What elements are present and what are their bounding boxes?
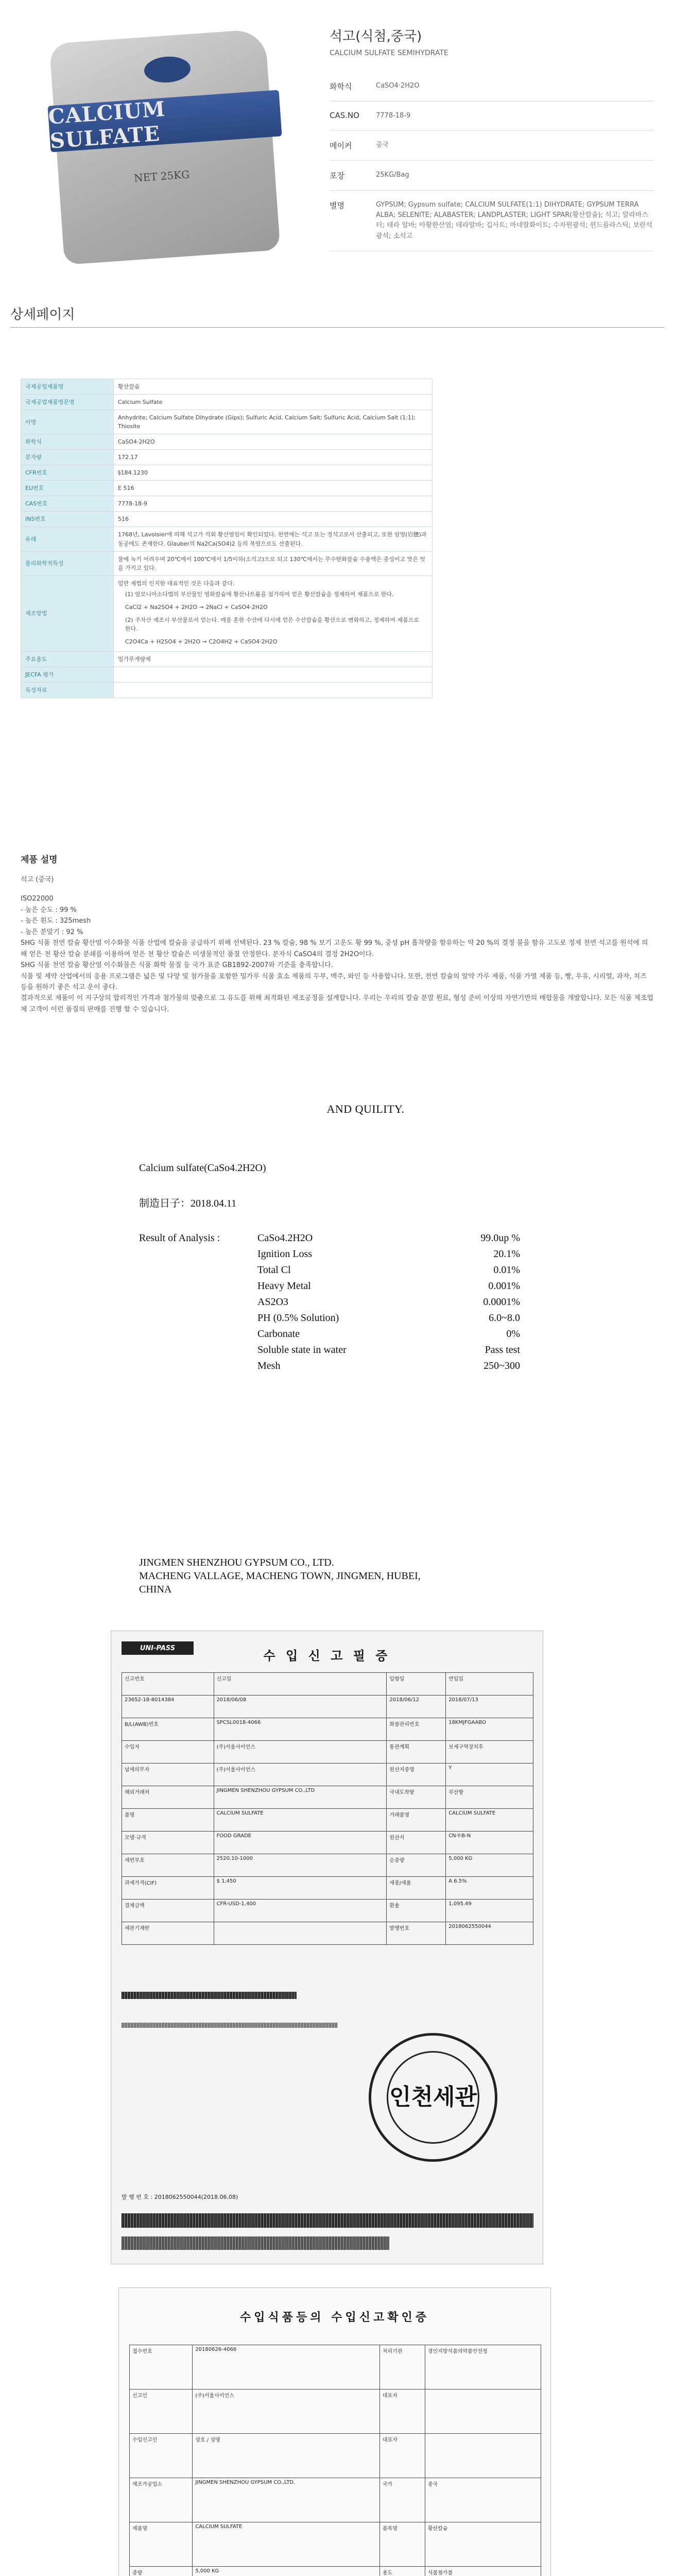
seal-line: 세관 [433, 2083, 477, 2110]
spec-value-text: CaSO4·2H2O [118, 438, 155, 446]
import-food-confirmation-scan [118, 2287, 551, 2576]
scan-cell: (주)서울사이언스 [214, 1764, 387, 1786]
scan-cell: 신고일 [214, 1673, 387, 1696]
spec-key: 제조방법 [21, 575, 114, 651]
scan-cell: 통관계획 [387, 1741, 446, 1764]
scan-cell [425, 2389, 541, 2434]
spec-value-text: 황산칼슘 [118, 383, 140, 390]
analysis-label [139, 1246, 257, 1262]
scan-cell: 입항일 [387, 1673, 446, 1696]
confirmation-table [129, 2345, 541, 2576]
spec-key: JECFA 평가 [21, 667, 114, 682]
scan-cell: 세번부호 [122, 1854, 214, 1877]
scan-cell: 23652-18-8014384 [122, 1696, 214, 1718]
product-title: 석고(식첨,중국) [330, 29, 422, 44]
spec-row [21, 410, 433, 434]
product-photo [21, 15, 309, 273]
scan-cell: 품목명 [379, 2522, 425, 2567]
analysis-name: PH (0.5% Solution) [257, 1312, 339, 1324]
info-value: 중국 [376, 141, 389, 149]
scan-cell: 부산항 [446, 1786, 533, 1809]
spec-key: INS번호 [21, 512, 114, 527]
scan-cell: CALCIUM SULFATE [193, 2522, 380, 2567]
scan-cell: 제조가공업소 [130, 2478, 193, 2522]
scan-row [122, 1673, 533, 1696]
company-name: JINGMEN SHENZHOU GYPSUM CO., LTD. [139, 1557, 334, 1568]
scan-cell: 2018/06/08 [214, 1696, 387, 1718]
scan-cell: 화물관리번호 [387, 1718, 446, 1741]
spec-row [21, 651, 433, 667]
scan-row [122, 1922, 533, 1945]
company-address [139, 1556, 421, 1596]
scan-cell: CN-Y-B-N [446, 1832, 533, 1854]
scan-noise [122, 1992, 297, 1999]
scan-row [130, 2478, 541, 2522]
product-subtitle: CALCIUM SULFATE SEMIHYDRATE [330, 49, 448, 57]
spec-key: 주요용도 [21, 651, 114, 667]
company-street: MACHENG VALLAGE, MACHENG TOWN, JINGMEN, HUBEI, [139, 1570, 421, 1582]
spec-key: 화학식 [21, 434, 114, 450]
spec-value [114, 651, 433, 667]
description-line: SHG 식품 천연 칼슘 황산염 이수화물은 식품 화학 물질 등 국가 표준 GB1892-2007와 기준을 충족합니다. [21, 961, 333, 970]
product-summary [21, 15, 654, 283]
analysis-value: 0% [506, 1328, 520, 1340]
scan-cell: 18KMJFGAABO [446, 1718, 533, 1741]
analysis-row [139, 1246, 551, 1262]
scan-cell: 결제금액 [122, 1900, 214, 1922]
spec-value [114, 551, 433, 575]
scan-row [122, 1900, 533, 1922]
analysis-label [139, 1326, 257, 1342]
scan-cell: 용도 [379, 2567, 425, 2576]
spec-row [21, 527, 433, 551]
scan-row [122, 1764, 533, 1786]
description-line: ISO22000 [21, 895, 54, 903]
analysis-value: 99.0up % [480, 1232, 520, 1244]
spec-key: 독성자료 [21, 683, 114, 698]
scan-row [122, 1854, 533, 1877]
info-label: CAS.NO [330, 111, 360, 120]
quality-certificate [139, 1103, 551, 1374]
spec-row [21, 450, 433, 465]
analysis-row [139, 1310, 551, 1326]
info-label: 화학식 [330, 82, 352, 91]
info-value: 25KG/Bag [376, 171, 409, 179]
spec-value [114, 667, 433, 682]
analysis-row [139, 1358, 551, 1374]
scan-cell: 대표자 [379, 2389, 425, 2434]
scan-cell: (주)서울사이언스 [214, 1741, 387, 1764]
product-description [21, 853, 654, 1015]
description-line: 결과적으로 제품이 이 지구상의 합리적인 가격과 첨가물의 맞춤으로 그 유도를 위해 최적화된 제조공정을 설계합니다. 우리는 우리의 칼슘 분말 원료, 형성 준비 이상의 자연기반의 배합물을 개발합니다. 모든 식품 제조업체 고객이 이런 품질의 판매를 진행 할 수 있습니다. [21, 994, 654, 1013]
spec-value-text: 일반 제법의 인지한 대표적인 것은 다음과 같다. [118, 580, 235, 587]
scan-cell [214, 1922, 387, 1945]
info-value: GYPSUM; Gypsum sulfate; CALCIUM SULFATE(1:1) DIHYDRATE; GYPSUM TERRA ALBA; SELENITE; ALABASTER; LANDPLASTER; LIGHT SPAR(황산칼슘); 석고; 알라바스터; 테라 알바; 아황한산염; 테라알바; 깁사트; 마네랄화이트; 수자원광석; 윈드플라스틱; 보란석광석; 소석고 [376, 201, 652, 240]
scan-cell: 원산지 [387, 1832, 446, 1854]
analysis-name: AS2O3 [257, 1296, 289, 1308]
scan-cell: CALCIUM SULFATE [214, 1809, 387, 1832]
certificate-title: AND QUILITY. [326, 1103, 405, 1115]
spec-value-text: Calcium Sulfate [118, 399, 163, 406]
scan-cell: 모델·규격 [122, 1832, 214, 1854]
analysis-results [139, 1230, 551, 1374]
scan-cell: 신고인 [130, 2389, 193, 2434]
spec-row [21, 575, 433, 651]
info-label: 메이커 [330, 141, 352, 151]
scan-cell: 5,000 KG [446, 1854, 533, 1877]
info-value: 7778-18-9 [376, 112, 411, 120]
description-line: SHG 식품 천연 칼슘 황산염 이수화물 식품 산업에 칼슘을 공급하기 위해 선택된다. 23 % 칼슘, 98 % 보기 고운도 황 99 %, 중성 pH 흡착량을 함유하는 약 20 %의 결정 불을 함유 고도로 정제 천연 석고를 원석에 의해 얻은 천 황산 칼슘 분쇄를 이용하여 얻은 천 황산 칼슘은 미생물적인 품질 안정한다. 분자식 CaSO4의 결정 2H2O이다. [21, 939, 648, 958]
spec-value [114, 434, 433, 450]
spec-value-line: CaCl2 + Na2SO4 + 2H2O → 2NaCl + CaSO4·2H2O [125, 603, 268, 611]
spec-value [114, 410, 433, 434]
analysis-name: Carbonate [257, 1328, 300, 1340]
analysis-value: 0.001% [488, 1280, 520, 1292]
info-row-maker [330, 131, 654, 161]
spec-row [21, 465, 433, 481]
scan-row [130, 2389, 541, 2434]
scan-cell: SPCSL0018-4066 [214, 1718, 387, 1741]
analysis-value: 6.0~8.0 [489, 1312, 520, 1324]
spec-value-text: 밀가루개량제 [118, 655, 151, 663]
scan-cell: 제품명 [130, 2522, 193, 2567]
scan-cell: 5,000 KG [193, 2567, 380, 2576]
analysis-row [139, 1294, 551, 1310]
scan-row [122, 1786, 533, 1809]
spec-value-line: (1) 암모니아소다법의 부산물인 염화칼슘에 황산나트륨을 첨가하여 얻은 황산칼슘을 정제하여 제품으로 한다. [125, 590, 394, 598]
spec-row [21, 395, 433, 410]
spec-value-text: 172.17 [118, 454, 138, 461]
description-line: - 높은 순도 : 99 % [21, 906, 77, 914]
company-country: CHINA [139, 1584, 172, 1595]
spec-value [114, 465, 433, 481]
spec-value [114, 683, 433, 698]
scan-cell: 2018/06/12 [387, 1696, 446, 1718]
scan-cell: 식품첨가물 [425, 2567, 541, 2576]
description-line: - 높은 흰도 : 325mesh [21, 917, 91, 925]
scan-row [130, 2522, 541, 2567]
scan-cell: 발행번호 [387, 1922, 446, 1945]
scan-cell: 해외거래처 [122, 1786, 214, 1809]
analysis-row [139, 1342, 551, 1358]
spec-key: CFR번호 [21, 465, 114, 481]
info-row-cas [330, 101, 654, 131]
scan-cell: 접수번호 [130, 2345, 193, 2389]
spec-key: 유래 [21, 527, 114, 551]
scan-cell: 중국 [425, 2478, 541, 2522]
spec-row [21, 667, 433, 682]
scan-cell: A 6.5% [446, 1877, 533, 1900]
customs-seal [369, 2033, 497, 2162]
analysis-label [139, 1342, 257, 1358]
scan-noise [122, 2236, 389, 2250]
issue-number: 발 행 번 호 : 2018062550044(2018.06.08) [122, 2194, 238, 2200]
analysis-label [139, 1294, 257, 1310]
analysis-label [139, 1278, 257, 1294]
scan-cell: 순중량 [387, 1854, 446, 1877]
declaration-table [122, 1672, 533, 1945]
scan-cell: $ 1,450 [214, 1877, 387, 1900]
customs-seal-text [387, 2051, 479, 2144]
spec-value-line: (2) 주자산 제조시 부산물로서 얻는다. 매를 혼한 수산에 다시에 얻은 수산칼슘을 황산으로 변화하고, 정제하여 제품으로 한다. [125, 616, 419, 632]
description-body [21, 874, 654, 1015]
scan-cell: 2520.10-1000 [214, 1854, 387, 1877]
scan-cell: 세종/세율 [387, 1877, 446, 1900]
scan-cell: CFR-USD-1,400 [214, 1900, 387, 1922]
analysis-value: Pass test [485, 1344, 520, 1355]
analysis-name: Total Cl [257, 1264, 291, 1276]
spec-value [114, 395, 433, 410]
spec-value-text: 1768년, Lavoisier에 의해 석고가 석회 황산염임이 확인되었다. 천연에는 석고 또는 경석고로서 산출되고, 또한 암염(岩鹽)과 동공에도 존재한다. Glauber의 Na2Ca(SO4)2 등의 복염으로도 산출된다. [118, 531, 427, 547]
spec-row [21, 434, 433, 450]
scan-noise [122, 2023, 338, 2028]
description-gap [21, 885, 654, 893]
analysis-label [139, 1358, 257, 1374]
spec-value [114, 527, 433, 551]
confirmation-title: 수입식품등의 수입신고확인증 [240, 2311, 429, 2324]
scan-cell: 2018062550044 [446, 1922, 533, 1945]
scan-cell: 수입자 [122, 1741, 214, 1764]
spec-key: 분자량 [21, 450, 114, 465]
bag-net-weight: NET 25KG [133, 168, 190, 184]
info-row-aliases [330, 191, 654, 251]
analysis-row [139, 1262, 551, 1278]
analysis-name: Heavy Metal [257, 1280, 311, 1292]
unipass-logo: UNI-PASS [122, 1641, 194, 1655]
scan-cell: 세관기재란 [122, 1922, 214, 1945]
seal-line: 인천 [389, 2083, 433, 2110]
scan-row [130, 2567, 541, 2576]
scan-cell: 납세의무자 [122, 1764, 214, 1786]
scan-cell: 수입신고인 [130, 2434, 193, 2478]
divider [10, 327, 664, 328]
analysis-value: 250~300 [483, 1360, 520, 1371]
description-line: 석고 (중국) [21, 876, 54, 884]
scan-cell: 원산지증명 [387, 1764, 446, 1786]
scan-row [122, 1877, 533, 1900]
spec-row [21, 512, 433, 527]
scan-cell: (주)서울사이언스 [193, 2389, 380, 2434]
spec-row [21, 496, 433, 512]
scan-cell: 20180626-4066 [193, 2345, 380, 2389]
analysis-label [139, 1262, 257, 1278]
certificate-date: 制造日子：2018.04.11 [139, 1198, 237, 1209]
analysis-value: 0.0001% [483, 1296, 520, 1308]
spec-key: 국제공업제품영문명 [21, 395, 114, 410]
analysis-row [139, 1278, 551, 1294]
spec-row [21, 683, 433, 698]
description-line: 식품 및 제약 산업에서의 응용 프로그램은 넓은 및 다양 및 첨가물을 포함한 밀가루 식품 효소 제품의 두부, 맥주, 와인 등 사용합니다. 또한, 천연 칼슘의 알약 가루 제품, 식품 가열 제품 등, 빵, 우유, 시리얼, 과자, 치즈 등을 원하기 좋은 석고 운이 좋다. [21, 972, 647, 991]
spec-value-text: 516 [118, 516, 129, 523]
scan-cell: 품명 [122, 1809, 214, 1832]
info-label: 별명 [330, 201, 344, 211]
spec-value [114, 450, 433, 465]
spec-value [114, 496, 433, 512]
scan-cell: CALCIUM SULFATE [446, 1809, 533, 1832]
spec-value [114, 512, 433, 527]
description-line: - 높은 분말기 : 92 % [21, 928, 83, 936]
scan-cell: 반입일 [446, 1673, 533, 1696]
scan-row [122, 1809, 533, 1832]
info-value: CaSO4·2H2O [376, 82, 420, 90]
scan-cell: JINGMEN SHENZHOU GYPSUM CO.,LTD. [193, 2478, 380, 2522]
scan-cell [425, 2434, 541, 2478]
scan-row [130, 2434, 541, 2478]
analysis-row [139, 1230, 551, 1246]
spec-row [21, 379, 433, 395]
spec-value-text: Anhydrite; Calcium Sulfate Dihydrate (Gips); Sulfuric Acid, Calcium Salt; Sulfuric Acid, Calcium Salt (1:1); Thiosite [118, 414, 416, 430]
scan-cell: 1,095.49 [446, 1900, 533, 1922]
import-declaration-scan [111, 1631, 543, 2264]
scan-cell: 경인지방식품의약품안전청 [425, 2345, 541, 2389]
analysis-name: Soluble state in water [257, 1344, 347, 1355]
spec-key: 국제공업제품명 [21, 379, 114, 395]
spec-value-text: 7778-18-9 [118, 500, 147, 507]
spec-key: CAS번호 [21, 496, 114, 512]
scan-row [122, 1696, 533, 1718]
scan-cell: 국가 [379, 2478, 425, 2522]
detail-heading: 상세페이지 [10, 307, 75, 323]
bag-label: CALCIUM SULFATE [47, 90, 282, 152]
spec-key: 이명 [21, 410, 114, 434]
scan-cell: FOOD GRADE [214, 1832, 387, 1854]
declaration-title: 수 입 신 고 필 증 [263, 1649, 391, 1663]
scan-cell: 황산칼슘 [425, 2522, 541, 2567]
scan-cell: 상호 / 성명 [193, 2434, 380, 2478]
scan-cell: 처리기관 [379, 2345, 425, 2389]
spec-value [114, 481, 433, 496]
scan-cell: 환율 [387, 1900, 446, 1922]
scan-cell: Y [446, 1764, 533, 1786]
analysis-label [139, 1310, 257, 1326]
analysis-label: Result of Analysis : [139, 1232, 220, 1244]
scan-cell: 과세가격(CIF) [122, 1877, 214, 1900]
analysis-row [139, 1326, 551, 1342]
analysis-value: 20.1% [493, 1248, 520, 1260]
scan-noise [122, 2213, 533, 2228]
analysis-value: 0.01% [493, 1264, 520, 1276]
scan-row [122, 1718, 533, 1741]
info-row-packaging [330, 161, 654, 191]
scan-cell: 국내도착항 [387, 1786, 446, 1809]
scan-cell: JINGMEN SHENZHOU GYPSUM CO.,LTD [214, 1786, 387, 1809]
spec-key: EU번호 [21, 481, 114, 496]
scan-row [130, 2345, 541, 2389]
scan-cell: B/L(AWB)번호 [122, 1718, 214, 1741]
spec-value-text: §184.1230 [118, 469, 148, 477]
spec-key: 물리화학적특성 [21, 551, 114, 575]
spec-value-line: C2O4Ca + H2SO4 + 2H2O → C2O4H2 + CaSO4·2H2O [125, 638, 278, 645]
spec-table [21, 379, 433, 698]
info-row-formula [330, 72, 654, 101]
spec-row [21, 481, 433, 496]
scan-cell: 거래품명 [387, 1809, 446, 1832]
analysis-name: CaSo4.2H2O [257, 1232, 313, 1244]
certificate-product: Calcium sulfate(CaSo4.2H2O) [139, 1162, 266, 1174]
spec-value [114, 575, 433, 651]
info-label: 포장 [330, 171, 344, 181]
scan-row [122, 1741, 533, 1764]
spec-row [21, 551, 433, 575]
scan-cell: 대표자 [379, 2434, 425, 2478]
analysis-name: Mesh [257, 1360, 281, 1371]
scan-cell: 신고번호 [122, 1673, 214, 1696]
spec-value [114, 379, 433, 395]
spec-value-text: E 516 [118, 485, 134, 492]
scan-row [122, 1832, 533, 1854]
product-info [330, 26, 654, 251]
scan-cell: 보세구역장치후 [446, 1741, 533, 1764]
scan-cell: 2018/07/13 [446, 1696, 533, 1718]
description-title: 제품 설명 [21, 855, 58, 865]
analysis-name: Ignition Loss [257, 1248, 313, 1260]
scan-cell: 중량 [130, 2567, 193, 2576]
spec-value-text: 물에 녹기 어려우며 20℃에서 100℃에서 1/5이하(소석고)으로 되고 130℃에서는 무수탄화칼슘 수용액은 중성이고 맛은 엇을 가지고 있다. [118, 555, 425, 571]
